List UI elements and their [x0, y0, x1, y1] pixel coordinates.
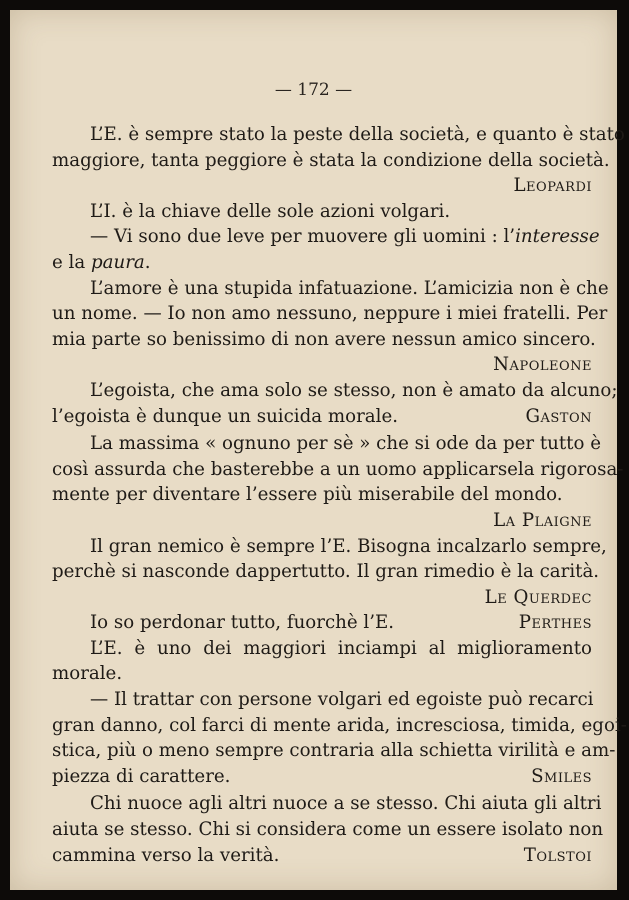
- text-line: mente per diventare l’essere più miserabile del mondo.: [52, 484, 563, 506]
- text-line: [52, 610, 592, 636]
- quote-author: Perthes: [518, 612, 592, 634]
- text-line: — Il trattar con persone volgari ed egoiste può recarci: [90, 689, 594, 711]
- quote-author: Smiles: [531, 765, 592, 787]
- text-line: L’egoista, che ama solo se stesso, non è amato da alcuno;: [90, 379, 618, 401]
- text-line: [52, 224, 600, 250]
- quote-author: Le Querdec: [484, 586, 592, 608]
- text-line: perchè si nasconde dappertutto. Il gran rimedio è la carità.: [52, 561, 600, 583]
- quote-author: Gaston: [525, 405, 592, 427]
- text-line: Chi nuoce agli altri nuoce a se stesso. Chi aiuta gli altri: [90, 793, 602, 815]
- text-line: così assurda che basterebbe a un uomo applicarsela rigorosa-: [52, 458, 624, 480]
- text-line: gran danno, col farci di mente arida, incresciosa, timida, egoi-: [52, 714, 627, 736]
- text-italic: paura: [91, 251, 145, 273]
- text-line: morale.: [52, 663, 123, 685]
- quote-author: La Plaigne: [493, 509, 592, 531]
- text-segment: Io so perdonar tutto, fuorchè l’E.: [90, 612, 395, 634]
- text-line: L’E. è sempre stato la peste della società, e quanto è stato: [90, 124, 625, 145]
- text-segment: e la: [52, 251, 91, 273]
- text-line: [52, 764, 592, 790]
- page-text: [52, 122, 627, 868]
- text-line: Il gran nemico è sempre l’E. Bisogna incalzarlo sempre,: [90, 535, 607, 557]
- quote-author: Napoleone: [493, 354, 592, 376]
- text-line: stica, più o meno sempre contraria alla schietta virilità e am-: [52, 740, 616, 762]
- text-segment: l’egoista è dunque un suicida morale.: [52, 405, 398, 427]
- book-page: [10, 10, 627, 890]
- text-line: [52, 250, 592, 276]
- text-segment: .: [144, 251, 151, 273]
- text-line: La massima « ognuno per sè » che si ode da per tutto è: [90, 433, 601, 455]
- text-segment: — Vi sono due leve per muovere gli uomini : l’: [90, 226, 516, 248]
- text-line: aiuta se stesso. Chi si considera come un essere isolato non: [52, 819, 604, 841]
- text-line: [52, 404, 592, 430]
- text-segment: cammina verso la verità.: [52, 844, 280, 866]
- text-line: L’E. è uno dei maggiori inciampi al miglioramento: [90, 637, 592, 659]
- text-italic: interesse: [515, 226, 600, 248]
- text-line: un nome. — Io non amo nessuno, neppure i miei fratelli. Per: [52, 303, 608, 325]
- text-line: L’amore è una stupida infatuazione. L’amicizia non è che: [90, 277, 609, 299]
- text-line: L’I. è la chiave delle sole azioni volgari.: [90, 200, 451, 222]
- quote-author: Leopardi: [513, 175, 592, 197]
- text-line: mia parte so benissimo di non avere nessun amico sincero.: [52, 328, 596, 350]
- page-number: — 172 —: [274, 80, 353, 100]
- text-segment: piezza di carattere.: [52, 765, 231, 787]
- text-line: [52, 843, 592, 869]
- quote-author: Tolstoi: [523, 844, 592, 866]
- text-line: maggiore, tanta peggiore è stata la condizione della società.: [52, 149, 610, 171]
